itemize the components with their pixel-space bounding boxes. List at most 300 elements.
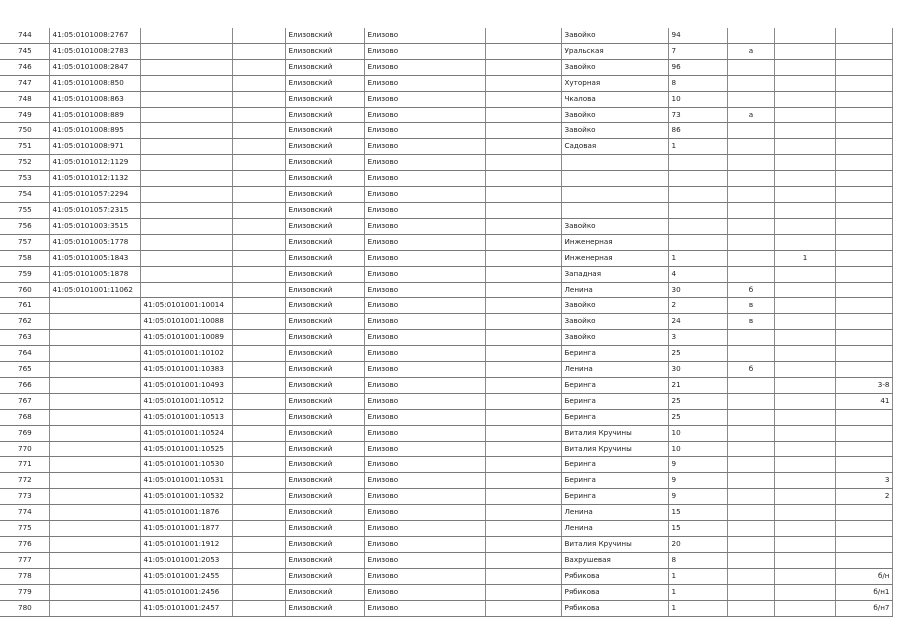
house-letter-cell <box>727 537 774 553</box>
apartment-cell <box>835 218 892 234</box>
table-row <box>0 314 892 330</box>
cadastral-number-secondary: 41:05:0101001:10531 <box>140 473 232 489</box>
row-number: 747 <box>0 75 49 91</box>
building-cell <box>774 552 835 568</box>
district-cell: Елизовский <box>285 393 364 409</box>
row-number: 772 <box>0 473 49 489</box>
apartment-cell <box>835 91 892 107</box>
empty-cell <box>485 409 561 425</box>
street-cell: Завойко <box>561 107 668 123</box>
row-number: 749 <box>0 107 49 123</box>
house-number-cell: 8 <box>668 552 727 568</box>
town-cell: Елизово <box>364 282 485 298</box>
street-cell: Инженерная <box>561 234 668 250</box>
town-cell: Елизово <box>364 330 485 346</box>
empty-cell <box>485 123 561 139</box>
town-cell: Елизово <box>364 377 485 393</box>
empty-cell <box>485 59 561 75</box>
house-number-cell <box>668 234 727 250</box>
apartment-cell <box>835 187 892 203</box>
table-row <box>0 425 892 441</box>
cadastral-number-primary: 41:05:0101008:2783 <box>49 43 140 59</box>
cadastral-number-primary <box>49 362 140 378</box>
table-row <box>0 266 892 282</box>
apartment-cell <box>835 282 892 298</box>
district-cell: Елизовский <box>285 600 364 616</box>
cadastral-number-secondary <box>140 28 232 43</box>
cadastral-number-secondary: 41:05:0101001:10525 <box>140 441 232 457</box>
table-row <box>0 139 892 155</box>
empty-cell <box>232 537 285 553</box>
empty-cell <box>232 218 285 234</box>
house-letter-cell <box>727 521 774 537</box>
empty-cell <box>485 362 561 378</box>
apartment-cell <box>835 314 892 330</box>
empty-cell <box>485 441 561 457</box>
empty-cell <box>485 552 561 568</box>
cadastral-number-secondary: 41:05:0101001:10512 <box>140 393 232 409</box>
district-cell: Елизовский <box>285 409 364 425</box>
cadastral-number-primary: 41:05:0101005:1843 <box>49 250 140 266</box>
table-row <box>0 600 892 616</box>
building-cell <box>774 123 835 139</box>
apartment-cell <box>835 28 892 43</box>
district-cell: Елизовский <box>285 377 364 393</box>
table-row <box>0 457 892 473</box>
cadastral-number-primary: 41:05:0101008:850 <box>49 75 140 91</box>
row-number: 768 <box>0 409 49 425</box>
building-cell <box>774 330 835 346</box>
empty-cell <box>485 43 561 59</box>
cadastral-number-primary <box>49 473 140 489</box>
cadastral-number-secondary <box>140 218 232 234</box>
building-cell <box>774 362 835 378</box>
house-number-cell: 10 <box>668 441 727 457</box>
house-number-cell: 96 <box>668 59 727 75</box>
cadastral-number-secondary: 41:05:0101001:10513 <box>140 409 232 425</box>
row-number: 755 <box>0 202 49 218</box>
empty-cell <box>232 568 285 584</box>
house-letter-cell <box>727 75 774 91</box>
town-cell: Елизово <box>364 600 485 616</box>
district-cell: Елизовский <box>285 266 364 282</box>
house-number-cell: 1 <box>668 584 727 600</box>
apartment-cell <box>835 537 892 553</box>
street-cell: Завойко <box>561 218 668 234</box>
building-cell <box>774 282 835 298</box>
empty-cell <box>485 234 561 250</box>
empty-cell <box>232 75 285 91</box>
building-cell <box>774 187 835 203</box>
district-cell: Елизовский <box>285 234 364 250</box>
building-cell <box>774 218 835 234</box>
cadastral-number-secondary: 41:05:0101001:10383 <box>140 362 232 378</box>
street-cell: Ленина <box>561 282 668 298</box>
house-number-cell <box>668 187 727 203</box>
empty-cell <box>232 123 285 139</box>
empty-cell <box>485 377 561 393</box>
house-letter-cell <box>727 123 774 139</box>
table-row <box>0 59 892 75</box>
town-cell: Елизово <box>364 409 485 425</box>
district-cell: Елизовский <box>285 568 364 584</box>
register-body <box>0 28 892 616</box>
building-cell <box>774 266 835 282</box>
district-cell: Елизовский <box>285 202 364 218</box>
cadastral-number-primary: 41:05:0101008:889 <box>49 107 140 123</box>
cadastral-number-primary: 41:05:0101008:895 <box>49 123 140 139</box>
empty-cell <box>232 139 285 155</box>
street-cell: Чкалова <box>561 91 668 107</box>
empty-cell <box>232 330 285 346</box>
street-cell: Виталия Кручины <box>561 537 668 553</box>
street-cell: Западная <box>561 266 668 282</box>
cadastral-number-secondary: 41:05:0101001:10014 <box>140 298 232 314</box>
street-cell: Виталия Кручины <box>561 425 668 441</box>
cadastral-number-secondary <box>140 250 232 266</box>
town-cell: Елизово <box>364 123 485 139</box>
empty-cell <box>232 362 285 378</box>
apartment-cell: 3 <box>835 473 892 489</box>
row-number: 766 <box>0 377 49 393</box>
cadastral-number-secondary: 41:05:0101001:1877 <box>140 521 232 537</box>
row-number: 764 <box>0 346 49 362</box>
cadastral-number-primary <box>49 457 140 473</box>
street-cell: Ленина <box>561 505 668 521</box>
empty-cell <box>232 155 285 171</box>
house-number-cell: 10 <box>668 425 727 441</box>
empty-cell <box>232 552 285 568</box>
table-row <box>0 155 892 171</box>
district-cell: Елизовский <box>285 473 364 489</box>
row-number: 777 <box>0 552 49 568</box>
street-cell: Рябикова <box>561 568 668 584</box>
cadastral-number-secondary <box>140 155 232 171</box>
house-letter-cell <box>727 473 774 489</box>
street-cell <box>561 171 668 187</box>
building-cell <box>774 393 835 409</box>
row-number: 754 <box>0 187 49 203</box>
apartment-cell <box>835 202 892 218</box>
house-letter-cell <box>727 505 774 521</box>
row-number: 780 <box>0 600 49 616</box>
empty-cell <box>232 346 285 362</box>
house-number-cell: 9 <box>668 457 727 473</box>
house-number-cell: 15 <box>668 505 727 521</box>
apartment-cell <box>835 43 892 59</box>
town-cell: Елизово <box>364 75 485 91</box>
street-cell: Уральская <box>561 43 668 59</box>
town-cell: Елизово <box>364 393 485 409</box>
building-cell <box>774 441 835 457</box>
street-cell: Беринга <box>561 409 668 425</box>
building-cell <box>774 489 835 505</box>
empty-cell <box>232 393 285 409</box>
cadastral-number-primary: 41:05:0101057:2294 <box>49 187 140 203</box>
town-cell: Елизово <box>364 234 485 250</box>
table-row <box>0 75 892 91</box>
house-number-cell: 73 <box>668 107 727 123</box>
district-cell: Елизовский <box>285 43 364 59</box>
street-cell: Беринга <box>561 457 668 473</box>
district-cell: Елизовский <box>285 282 364 298</box>
empty-cell <box>485 330 561 346</box>
cadastral-number-secondary <box>140 43 232 59</box>
cadastral-number-primary: 41:05:0101012:1132 <box>49 171 140 187</box>
building-cell: 1 <box>774 250 835 266</box>
district-cell: Елизовский <box>285 425 364 441</box>
town-cell: Елизово <box>364 171 485 187</box>
table-row <box>0 473 892 489</box>
house-letter-cell <box>727 155 774 171</box>
house-letter-cell <box>727 187 774 203</box>
row-number: 769 <box>0 425 49 441</box>
apartment-cell <box>835 75 892 91</box>
house-number-cell: 2 <box>668 298 727 314</box>
house-letter-cell <box>727 91 774 107</box>
street-cell: Рябикова <box>561 584 668 600</box>
cadastral-number-primary <box>49 568 140 584</box>
empty-cell <box>485 218 561 234</box>
empty-cell <box>232 107 285 123</box>
cadastral-number-secondary: 41:05:0101001:2457 <box>140 600 232 616</box>
house-number-cell: 9 <box>668 473 727 489</box>
building-cell <box>774 43 835 59</box>
apartment-cell: 2 <box>835 489 892 505</box>
table-row <box>0 489 892 505</box>
apartment-cell: 3-8 <box>835 377 892 393</box>
building-cell <box>774 28 835 43</box>
empty-cell <box>485 393 561 409</box>
district-cell: Елизовский <box>285 362 364 378</box>
house-letter-cell <box>727 139 774 155</box>
cadastral-number-secondary <box>140 123 232 139</box>
empty-cell <box>232 298 285 314</box>
cadastral-number-secondary <box>140 139 232 155</box>
street-cell: Беринга <box>561 346 668 362</box>
house-letter-cell <box>727 377 774 393</box>
apartment-cell <box>835 409 892 425</box>
row-number: 774 <box>0 505 49 521</box>
house-number-cell: 25 <box>668 346 727 362</box>
apartment-cell <box>835 123 892 139</box>
district-cell: Елизовский <box>285 298 364 314</box>
building-cell <box>774 107 835 123</box>
apartment-cell <box>835 441 892 457</box>
empty-cell <box>485 202 561 218</box>
district-cell: Елизовский <box>285 537 364 553</box>
street-cell: Садовая <box>561 139 668 155</box>
empty-cell <box>485 473 561 489</box>
cadastral-number-secondary: 41:05:0101001:2456 <box>140 584 232 600</box>
empty-cell <box>485 28 561 43</box>
apartment-cell <box>835 457 892 473</box>
house-number-cell: 20 <box>668 537 727 553</box>
empty-cell <box>485 457 561 473</box>
town-cell: Елизово <box>364 568 485 584</box>
district-cell: Елизовский <box>285 139 364 155</box>
empty-cell <box>232 28 285 43</box>
house-number-cell <box>668 218 727 234</box>
district-cell: Елизовский <box>285 218 364 234</box>
empty-cell <box>485 91 561 107</box>
row-number: 767 <box>0 393 49 409</box>
cadastral-number-secondary <box>140 234 232 250</box>
row-number: 752 <box>0 155 49 171</box>
house-number-cell <box>668 171 727 187</box>
cadastral-number-primary <box>49 552 140 568</box>
town-cell: Елизово <box>364 187 485 203</box>
empty-cell <box>485 425 561 441</box>
town-cell: Елизово <box>364 505 485 521</box>
town-cell: Елизово <box>364 59 485 75</box>
building-cell <box>774 59 835 75</box>
district-cell: Елизовский <box>285 457 364 473</box>
building-cell <box>774 298 835 314</box>
town-cell: Елизово <box>364 298 485 314</box>
table-row <box>0 441 892 457</box>
house-number-cell: 15 <box>668 521 727 537</box>
house-letter-cell <box>727 457 774 473</box>
table-row <box>0 346 892 362</box>
town-cell: Елизово <box>364 521 485 537</box>
house-letter-cell <box>727 250 774 266</box>
cadastral-number-primary <box>49 584 140 600</box>
empty-cell <box>232 521 285 537</box>
street-cell: Виталия Кручины <box>561 441 668 457</box>
district-cell: Елизовский <box>285 155 364 171</box>
building-cell <box>774 600 835 616</box>
town-cell: Елизово <box>364 441 485 457</box>
empty-cell <box>485 521 561 537</box>
house-number-cell: 4 <box>668 266 727 282</box>
house-letter-cell <box>727 409 774 425</box>
apartment-cell <box>835 155 892 171</box>
empty-cell <box>485 187 561 203</box>
cadastral-number-secondary: 41:05:0101001:10102 <box>140 346 232 362</box>
cadastral-number-primary: 41:05:0101057:2315 <box>49 202 140 218</box>
empty-cell <box>485 489 561 505</box>
apartment-cell <box>835 266 892 282</box>
district-cell: Елизовский <box>285 584 364 600</box>
house-number-cell: 25 <box>668 393 727 409</box>
house-letter-cell <box>727 489 774 505</box>
empty-cell <box>232 441 285 457</box>
cadastral-number-primary <box>49 521 140 537</box>
town-cell: Елизово <box>364 473 485 489</box>
row-number: 751 <box>0 139 49 155</box>
town-cell: Елизово <box>364 250 485 266</box>
building-cell <box>774 505 835 521</box>
building-cell <box>774 91 835 107</box>
town-cell: Елизово <box>364 266 485 282</box>
cadastral-number-secondary <box>140 107 232 123</box>
town-cell: Елизово <box>364 537 485 553</box>
empty-cell <box>232 473 285 489</box>
district-cell: Елизовский <box>285 521 364 537</box>
building-cell <box>774 568 835 584</box>
town-cell: Елизово <box>364 107 485 123</box>
empty-cell <box>485 250 561 266</box>
house-letter-cell: б <box>727 362 774 378</box>
district-cell: Елизовский <box>285 552 364 568</box>
street-cell: Беринга <box>561 393 668 409</box>
empty-cell <box>232 425 285 441</box>
district-cell: Елизовский <box>285 505 364 521</box>
town-cell: Елизово <box>364 202 485 218</box>
building-cell <box>774 139 835 155</box>
empty-cell <box>485 346 561 362</box>
building-cell <box>774 234 835 250</box>
street-cell <box>561 202 668 218</box>
empty-cell <box>485 537 561 553</box>
town-cell: Елизово <box>364 346 485 362</box>
table-row <box>0 43 892 59</box>
cadastral-number-primary: 41:05:0101008:2767 <box>49 28 140 43</box>
empty-cell <box>485 139 561 155</box>
street-cell: Завойко <box>561 314 668 330</box>
table-row <box>0 123 892 139</box>
apartment-cell <box>835 250 892 266</box>
street-cell: Завойко <box>561 28 668 43</box>
house-letter-cell <box>727 346 774 362</box>
district-cell: Елизовский <box>285 346 364 362</box>
street-cell: Завойко <box>561 123 668 139</box>
district-cell: Елизовский <box>285 123 364 139</box>
town-cell: Елизово <box>364 91 485 107</box>
row-number: 746 <box>0 59 49 75</box>
house-letter-cell: в <box>727 314 774 330</box>
building-cell <box>774 537 835 553</box>
table-row <box>0 202 892 218</box>
district-cell: Елизовский <box>285 91 364 107</box>
apartment-cell <box>835 505 892 521</box>
empty-cell <box>232 266 285 282</box>
house-number-cell: 1 <box>668 250 727 266</box>
district-cell: Елизовский <box>285 441 364 457</box>
row-number: 778 <box>0 568 49 584</box>
cadastral-number-primary <box>49 393 140 409</box>
cadastral-number-secondary: 41:05:0101001:2053 <box>140 552 232 568</box>
table-row <box>0 568 892 584</box>
empty-cell <box>485 107 561 123</box>
cadastral-number-primary <box>49 425 140 441</box>
cadastral-number-secondary: 41:05:0101001:10089 <box>140 330 232 346</box>
empty-cell <box>485 298 561 314</box>
empty-cell <box>232 600 285 616</box>
town-cell: Елизово <box>364 218 485 234</box>
street-cell: Ленина <box>561 362 668 378</box>
house-number-cell: 7 <box>668 43 727 59</box>
cadastral-number-primary <box>49 505 140 521</box>
empty-cell <box>232 91 285 107</box>
cadastral-number-primary <box>49 600 140 616</box>
apartment-cell: б/н <box>835 568 892 584</box>
house-letter-cell: б <box>727 282 774 298</box>
cadastral-number-secondary: 41:05:0101001:1876 <box>140 505 232 521</box>
empty-cell <box>232 171 285 187</box>
house-number-cell: 8 <box>668 75 727 91</box>
apartment-cell <box>835 139 892 155</box>
row-number: 761 <box>0 298 49 314</box>
row-number: 756 <box>0 218 49 234</box>
apartment-cell: б/н7 <box>835 600 892 616</box>
empty-cell <box>485 505 561 521</box>
apartment-cell <box>835 59 892 75</box>
empty-cell <box>232 377 285 393</box>
empty-cell <box>232 282 285 298</box>
empty-cell <box>232 43 285 59</box>
